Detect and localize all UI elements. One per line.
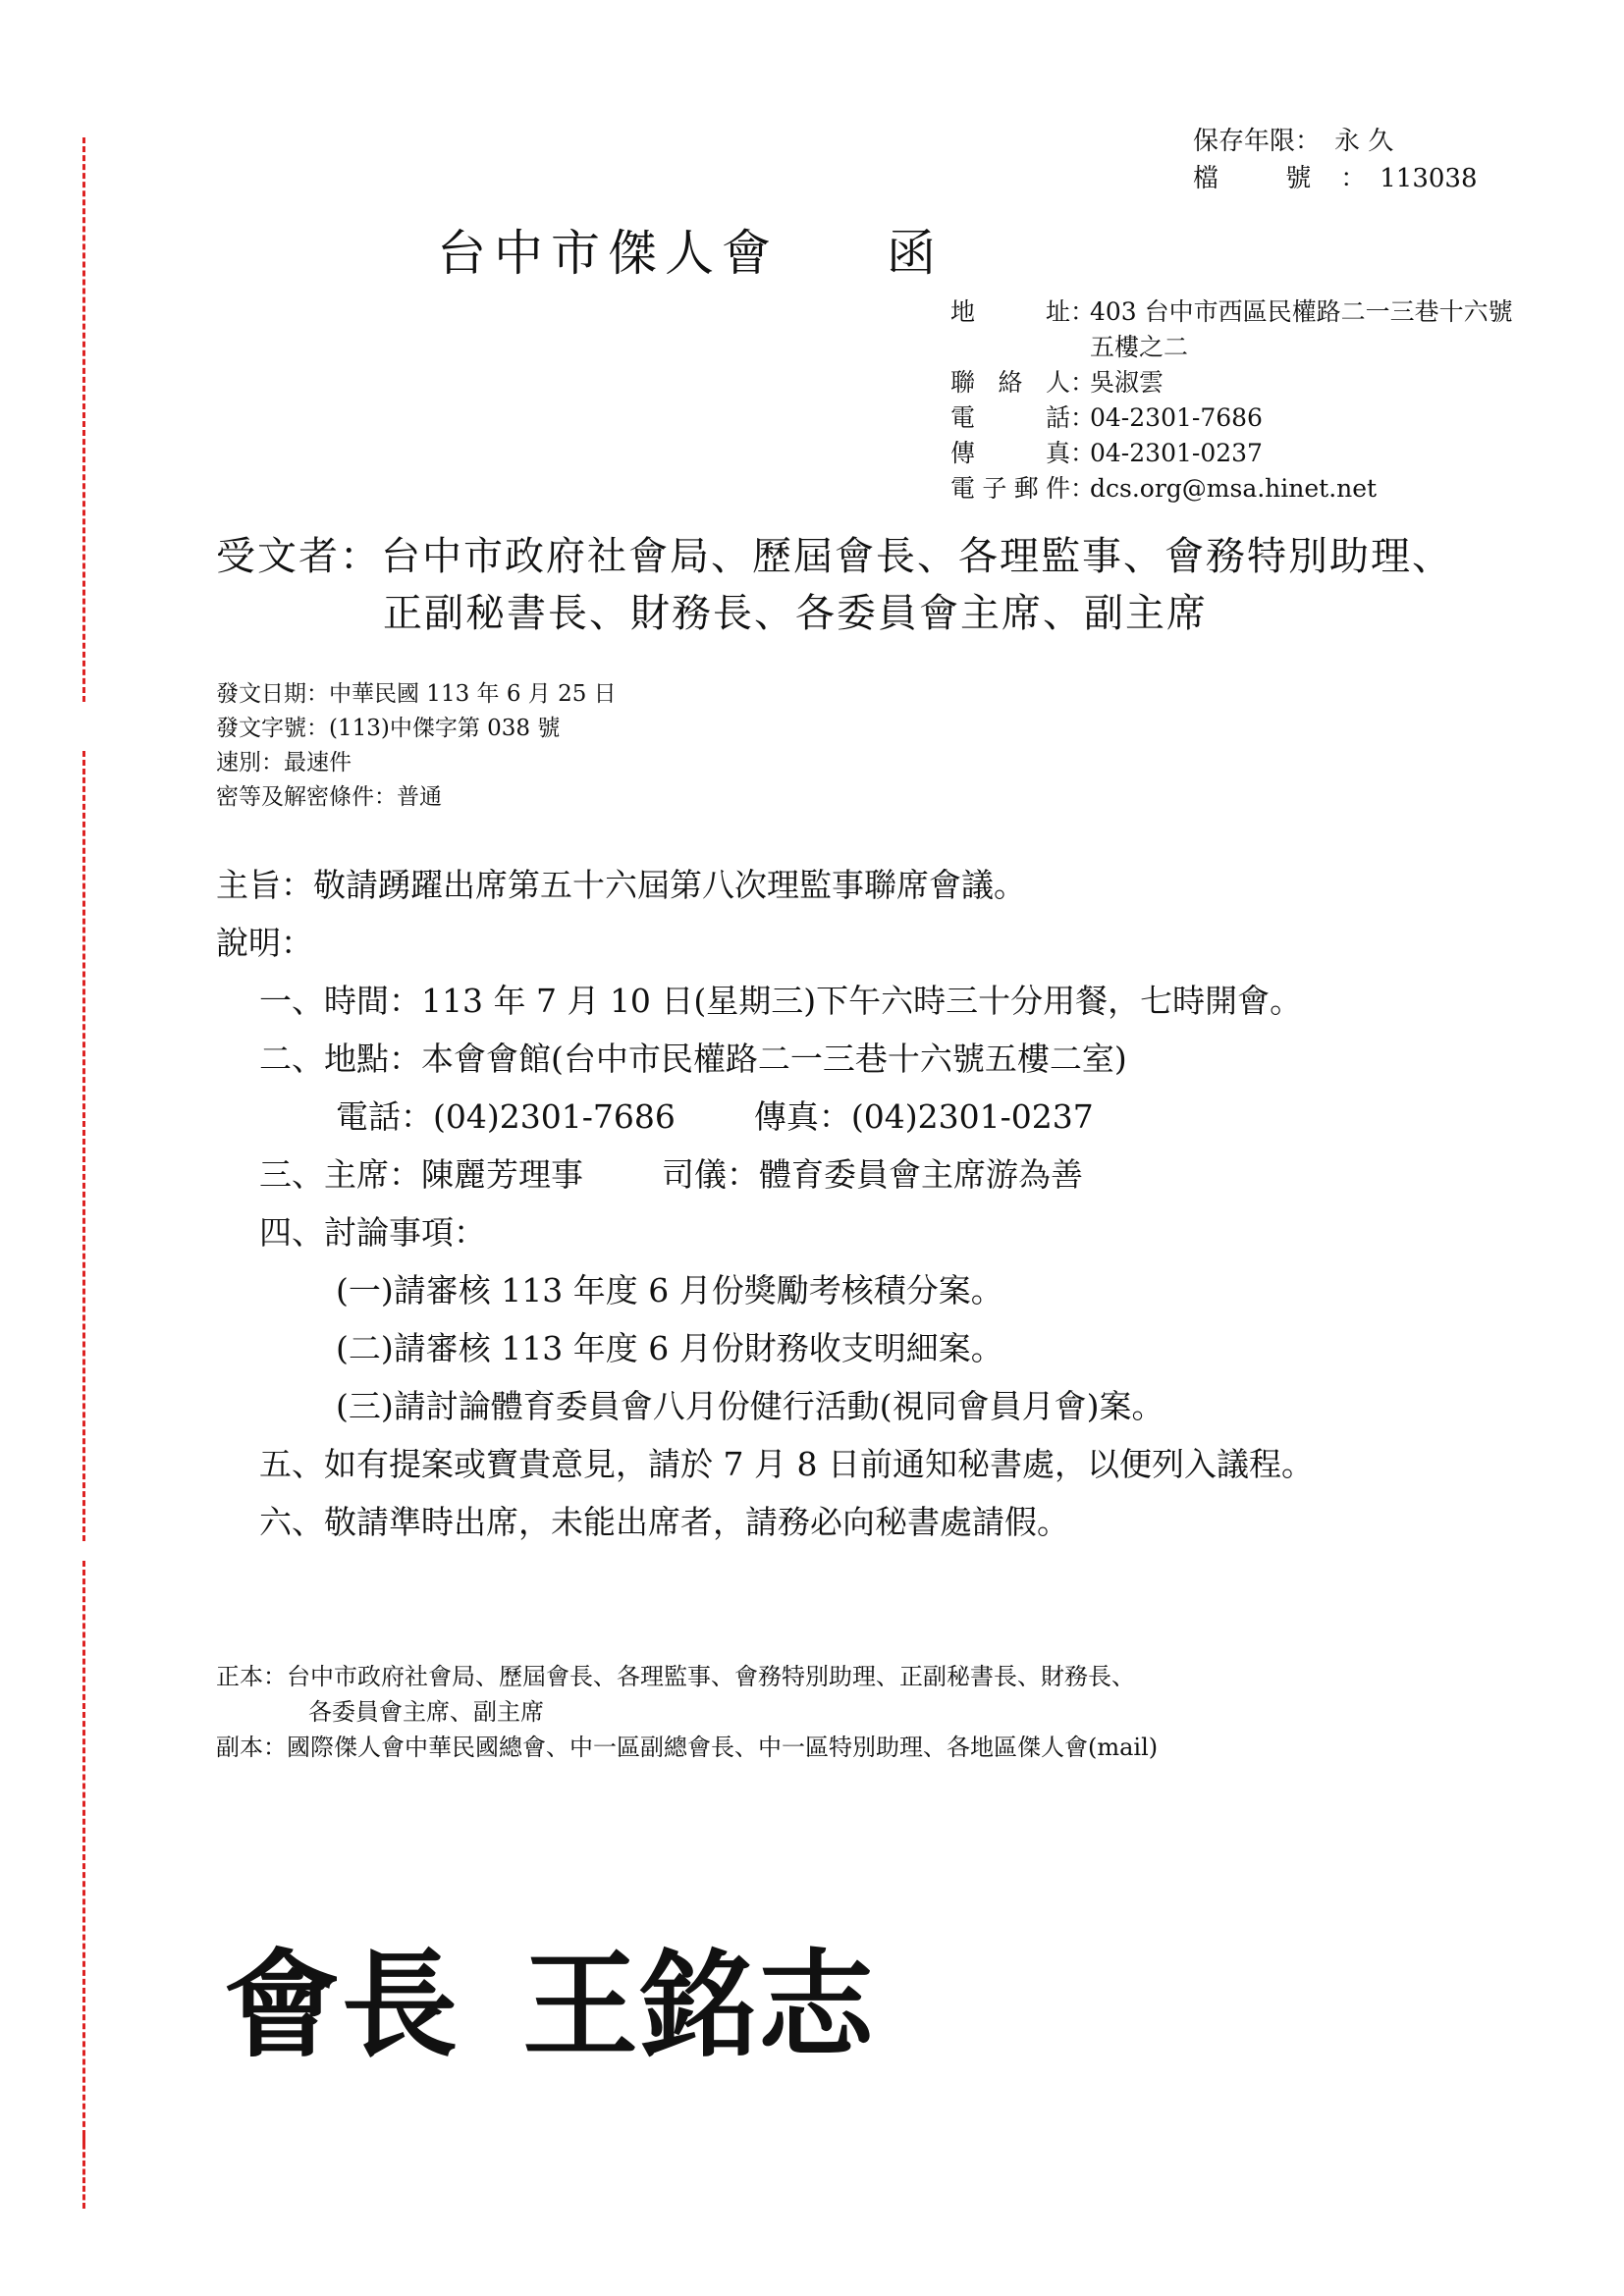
chair-text: 三、主席：陳麗芳理事 [259, 1155, 583, 1194]
original-recipients: 正本：台中市政府社會局、歷屆會長、各理監事、會務特別助理、正副秘書長、財務長、 [216, 1663, 1135, 1690]
org-name: 台中市傑人會 [437, 225, 779, 282]
agenda-sub-2: (二)請審核 113 年度 6 月份財務收支明細案。 [336, 1329, 1003, 1367]
location-fax: 傳真：(04)2301-0237 [753, 1097, 1094, 1136]
phone-value: 04-2301-7686 [1090, 403, 1263, 432]
issue-number: 發文字號：(113)中傑字第 038 號 [216, 716, 561, 741]
binding-line [82, 751, 85, 1541]
urgency: 速別：最速件 [216, 750, 352, 775]
agenda-sub-1: (一)請審核 113 年度 6 月份獎勵考核積分案。 [336, 1271, 1003, 1309]
signature [224, 1912, 876, 2079]
email-value: dcs.org@msa.hinet.net [1090, 474, 1378, 503]
recipients-label: 受文者： [216, 534, 381, 579]
subject-line: 主旨：敬請踴躍出席第五十六屆第八次理監事聯席會議。 [216, 866, 1026, 904]
signature-name: 王銘志 [522, 1938, 877, 2073]
item-time: 一、時間：113 年 7 月 10 日(星期三)下午六時三十分用餐，七時開會。 [259, 982, 1303, 1020]
binding-line [82, 1561, 85, 2145]
recipients [216, 528, 1453, 642]
item-proposals: 五、如有提案或寶貴意見，請於 7 月 8 日前通知秘書處，以便列入議程。 [259, 1445, 1314, 1483]
binding-line [82, 2135, 85, 2209]
sender-info: 地 址 ： 403 台中市西區民權路二一三巷十六號 五樓之二 聯絡人 ： 吳淑雲 電 話 ： 04-2301-7686 傳 真 ： 04-2301-0237 電子郵件 ： dcs.org@msa.hinet.net [950, 294, 1513, 507]
mc-text: 司儀：體育委員會主席游為善 [662, 1155, 1083, 1194]
retention-period-label: 保存年限： [1193, 127, 1322, 156]
retention-block [1193, 123, 1478, 197]
location-phone: 電話：(04)2301-7686 [336, 1097, 676, 1136]
item-agenda: 四、討論事項： [259, 1213, 486, 1252]
address-value: 403 台中市西區民權路二一三巷十六號 [1090, 297, 1513, 326]
item-chair [216, 1146, 1314, 1203]
contact-value: 吳淑雲 [1090, 368, 1164, 397]
document-title [437, 214, 944, 285]
item-attendance: 六、敬請準時出席，未能出席者，請務必向秘書處請假。 [259, 1503, 1069, 1541]
item-location-contact [216, 1088, 1314, 1146]
fax-label: 傳 真 [950, 439, 1070, 467]
address-value-cont: 五樓之二 [1090, 333, 1189, 361]
binding-line [82, 137, 85, 702]
contact-label: 聯絡人 [950, 368, 1070, 397]
doc-meta [216, 677, 617, 815]
explain-label: 說明： [216, 924, 313, 962]
signature-title: 會長 [224, 1938, 460, 2073]
recipients-line1: 台中市政府社會局、歷屆會長、各理監事、會務特別助理、 [381, 534, 1453, 579]
phone-label: 電 話 [950, 403, 1070, 432]
retention-period-value: 永 久 [1334, 127, 1394, 156]
issue-date: 發文日期：中華民國 113 年 6 月 25 日 [216, 681, 617, 707]
recipients-line2: 正副秘書長、財務長、各委員會主席、副主席 [383, 591, 1208, 636]
file-number-label: 檔 號： [1193, 164, 1396, 193]
item-location: 二、地點：本會會館(台中市民權路二一三巷十六號五樓二室) [259, 1040, 1127, 1078]
document-body [216, 856, 1314, 1551]
copy-recipients: 副本：國際傑人會中華民國總會、中一區副總會長、中一區特別助理、各地區傑人會(mail) [216, 1734, 1159, 1761]
classification: 密等及解密條件：普通 [216, 784, 442, 810]
agenda-sub-3: (三)請討論體育委員會八月份健行活動(視同會員月會)案。 [336, 1387, 1164, 1425]
copies-block [216, 1659, 1158, 1765]
doc-type: 函 [887, 225, 944, 282]
email-label: 電子郵件 [950, 474, 1070, 503]
original-recipients-cont: 各委員會主席、副主席 [308, 1698, 544, 1726]
fax-value: 04-2301-0237 [1090, 439, 1263, 467]
file-number-value: 113038 [1380, 164, 1478, 193]
address-label: 地 址 [950, 297, 1070, 326]
